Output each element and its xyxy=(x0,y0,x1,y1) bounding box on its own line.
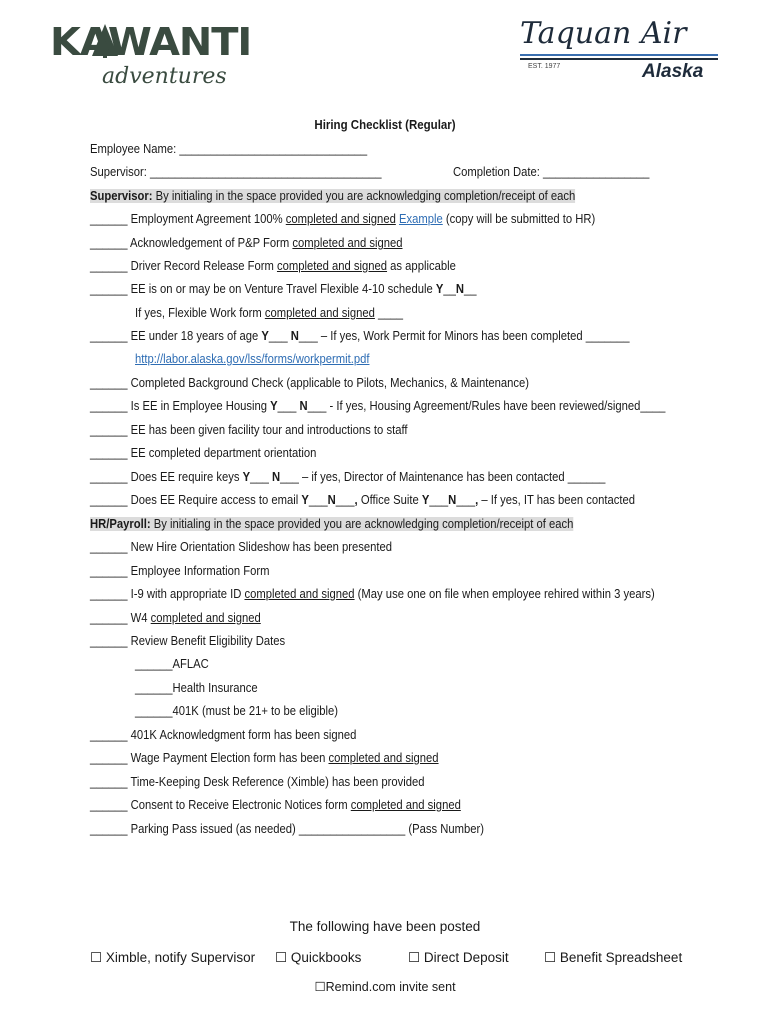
item-text: ______ I-9 with appropriate ID xyxy=(90,587,245,601)
page-title: Hiring Checklist (Regular) xyxy=(314,118,456,132)
item-text: (May use one on file when employee rehired within 3 years) xyxy=(354,587,655,601)
item-text: ___ xyxy=(308,493,328,507)
kawanti-wordmark: KAWANTI xyxy=(50,20,252,64)
taquan-logo xyxy=(518,18,728,88)
item-text: ___ – If yes, Work Permit for Minors has been completed _______ xyxy=(298,329,630,343)
no-mark: N xyxy=(327,493,336,507)
checklist-item[interactable] xyxy=(90,797,461,813)
completion-date-field[interactable]: Completion Date: _________________ xyxy=(453,165,650,179)
comma-mark: , xyxy=(354,493,358,507)
no-mark: N xyxy=(290,329,299,343)
item-text: – If yes, IT has been contacted xyxy=(478,493,635,507)
checklist-item[interactable] xyxy=(90,610,261,626)
item-text: ___ xyxy=(277,399,300,413)
item-text: ______ Consent to Receive Electronic Notices form xyxy=(90,798,351,812)
checklist-subitem[interactable] xyxy=(135,305,403,321)
item-text: Office Suite xyxy=(357,493,422,507)
item-text: ______ Employment Agreement 100% xyxy=(90,212,286,226)
checklist-item[interactable]: ______ Review Benefit Eligibility Dates xyxy=(90,634,286,648)
checklist-item[interactable]: ______ Time-Keeping Desk Reference (Ximble) has been provided xyxy=(90,775,425,789)
item-underlined: completed and signed xyxy=(285,212,396,226)
item-underlined: completed and signed xyxy=(264,306,375,320)
no-mark: N xyxy=(448,493,457,507)
yes-mark: Y xyxy=(270,399,278,413)
item-text: ______ EE under 18 years of age xyxy=(90,329,262,343)
checklist-item[interactable]: ______ 401K Acknowledgment form has been signed xyxy=(90,728,357,742)
item-text: ______ EE is on or may be on Venture Travel Flexible 4-10 schedule xyxy=(90,282,436,296)
item-text: ___ xyxy=(268,329,291,343)
item-underlined: completed and signed xyxy=(244,587,355,601)
hr-label: HR/Payroll: xyxy=(90,517,151,531)
yes-mark: Y xyxy=(435,282,444,296)
taquan-est: EST. 1977 xyxy=(528,63,561,70)
checklist-item[interactable]: ______ EE completed department orientation xyxy=(90,446,317,460)
taquan-stripe-blue xyxy=(520,54,718,56)
item-text: __ xyxy=(463,282,477,296)
checklist-item[interactable]: ______ EE has been given facility tour and introductions to staff xyxy=(90,423,408,437)
checklist-subitem[interactable]: ______Health Insurance xyxy=(135,681,258,695)
item-text: ______ Acknowledgement of P&P Form xyxy=(90,236,293,250)
item-text: ______ Does EE Require access to email xyxy=(90,493,302,507)
item-text: ______ Wage Payment Election form has been xyxy=(90,751,329,765)
checklist-item[interactable]: ______ New Hire Orientation Slideshow has been presented xyxy=(90,540,393,554)
comma-mark: , xyxy=(475,493,479,507)
item-text: ______ Is EE in Employee Housing xyxy=(90,399,271,413)
checklist-item[interactable] xyxy=(90,750,439,766)
workpermit-link[interactable]: http://labor.alaska.gov/lss/forms/workpermit.pdf xyxy=(135,352,370,366)
checklist-item[interactable]: ______ Employee Information Form xyxy=(90,564,270,578)
item-underlined: completed and signed xyxy=(276,259,388,273)
yes-mark: Y xyxy=(421,493,430,507)
supervisor-section-header xyxy=(90,188,575,204)
item-text: ___ xyxy=(429,493,449,507)
checklist-item[interactable]: ______ Parking Pass issued (as needed) _________________ (Pass Number) xyxy=(90,822,485,836)
checkbox-remind[interactable]: ☐Remind.com invite sent xyxy=(314,980,456,994)
hr-section-header xyxy=(90,516,573,532)
kawanti-subtitle: adventures xyxy=(102,64,227,89)
item-text: (copy will be submitted to HR) xyxy=(442,212,596,226)
checklist-item[interactable] xyxy=(90,258,456,274)
item-text: If yes, Flexible Work form xyxy=(135,306,265,320)
yes-mark: Y xyxy=(301,493,309,507)
hr-instructions: By initialing in the space provided you are acknowledging completion/receipt of each xyxy=(150,517,574,531)
kawanti-logo xyxy=(50,18,265,98)
item-text: ___ - If yes, Housing Agreement/Rules have been reviewed/signed____ xyxy=(307,399,666,413)
checkbox-ximble[interactable]: ☐ Ximble, notify Supervisor xyxy=(90,950,256,965)
workpermit-link-line xyxy=(135,351,369,367)
item-text: ___ xyxy=(456,493,476,507)
checklist-item[interactable] xyxy=(90,211,595,227)
no-mark: N xyxy=(455,282,464,296)
item-text: ___ – if yes, Director of Maintenance has been contacted ______ xyxy=(280,470,606,484)
item-underlined: completed and signed xyxy=(328,751,439,765)
item-text: __ xyxy=(443,282,456,296)
checklist-subitem[interactable]: ______AFLAC xyxy=(135,657,209,671)
checkbox-benefit-spreadsheet[interactable]: ☐ Benefit Spreadsheet xyxy=(544,950,683,965)
item-text: ___ xyxy=(335,493,355,507)
checklist-item[interactable] xyxy=(90,328,630,344)
checklist-item[interactable] xyxy=(90,586,655,602)
no-mark: N xyxy=(272,470,281,484)
item-text: ___ xyxy=(250,470,273,484)
taquan-wordmark: Taquan Air xyxy=(520,16,687,51)
item-underlined: completed and signed xyxy=(292,236,403,250)
yes-mark: Y xyxy=(242,470,251,484)
employee-name-field[interactable]: Employee Name: ______________________________ xyxy=(90,142,368,156)
item-text: ______ Driver Record Release Form xyxy=(90,259,277,273)
item-text: ______ Does EE require keys xyxy=(90,470,243,484)
checklist-item[interactable] xyxy=(90,492,635,508)
no-mark: N xyxy=(299,399,308,413)
supervisor-instructions: By initialing in the space provided you are acknowledging completion/receipt of each xyxy=(152,189,576,203)
item-underlined: completed and signed xyxy=(150,611,261,625)
checklist-subitem[interactable]: ______401K (must be 21+ to be eligible) xyxy=(135,704,338,718)
checklist-item[interactable] xyxy=(90,469,605,485)
checkbox-quickbooks[interactable]: ☐ Quickbooks xyxy=(275,950,362,965)
posted-heading: The following have been posted xyxy=(289,919,481,934)
item-text: ____ xyxy=(374,306,404,320)
taquan-alaska: Alaska xyxy=(642,61,704,82)
taquan-stripe-dark xyxy=(520,58,718,60)
item-underlined: completed and signed xyxy=(350,798,461,812)
checklist-item[interactable] xyxy=(90,281,477,297)
checklist-item[interactable]: ______ Completed Background Check (applicable to Pilots, Mechanics, & Maintenance) xyxy=(90,376,530,390)
item-text: as applicable xyxy=(387,259,456,273)
example-link[interactable]: Example xyxy=(398,212,443,226)
supervisor-field[interactable]: Supervisor: _____________________________________ xyxy=(90,165,382,179)
checkbox-direct-deposit[interactable]: ☐ Direct Deposit xyxy=(408,950,509,965)
checklist-item[interactable] xyxy=(90,398,665,414)
supervisor-label: Supervisor: xyxy=(90,189,153,203)
yes-mark: Y xyxy=(261,329,269,343)
item-text: ______ W4 xyxy=(90,611,151,625)
checklist-item[interactable] xyxy=(90,235,402,251)
